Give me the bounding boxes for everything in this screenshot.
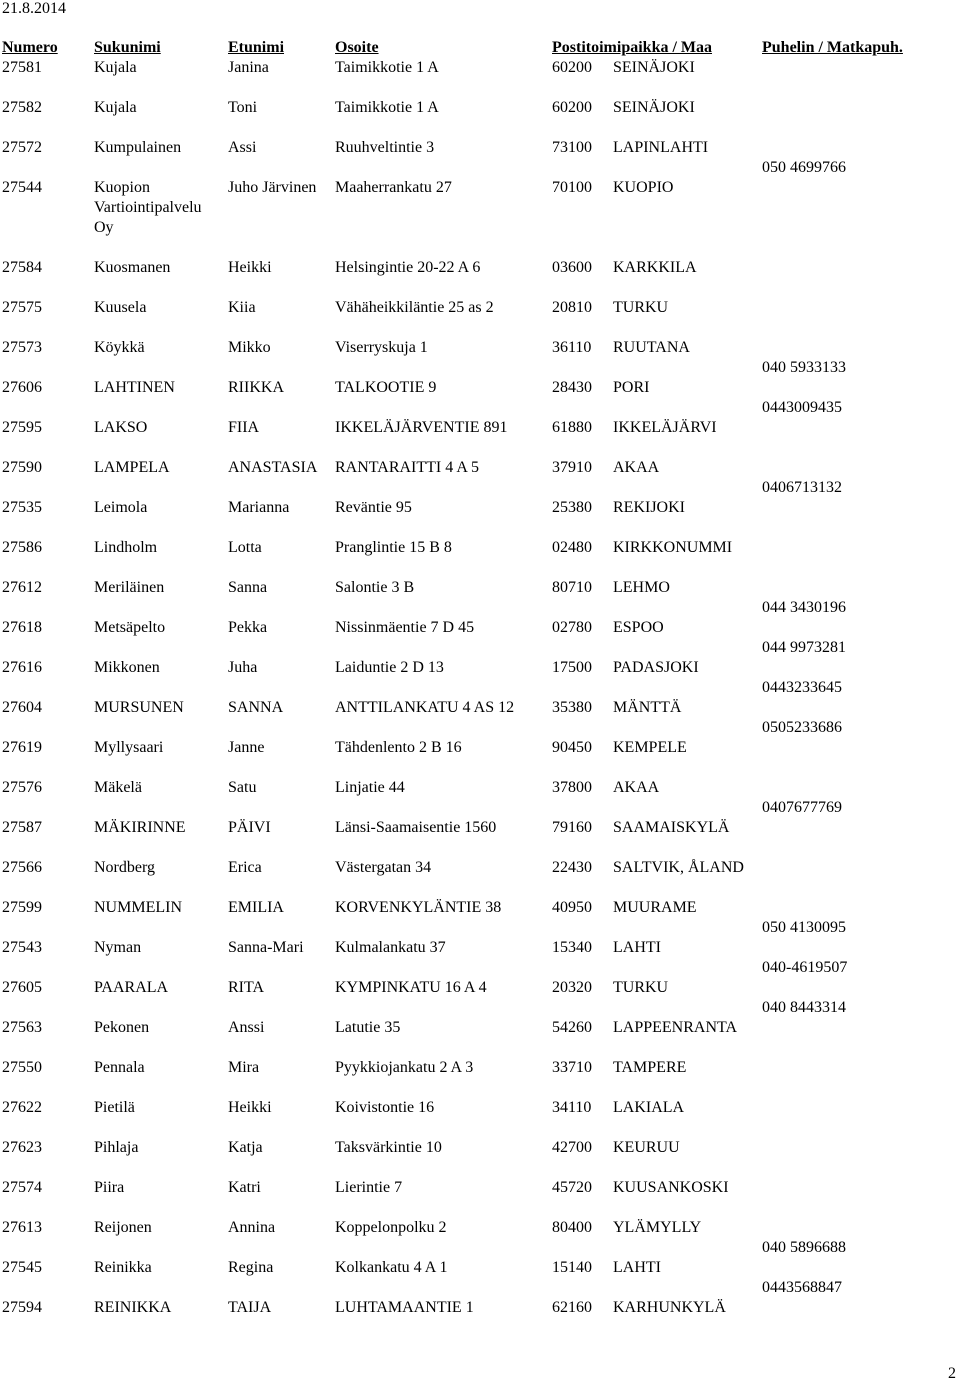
- etunimi-cell: Juha: [228, 659, 258, 676]
- etunimi-cell: PÄIVI: [228, 819, 271, 836]
- osoite-cell: KYMPINKATU 16 A 4: [335, 979, 487, 996]
- etunimi-cell: Janina: [228, 59, 269, 76]
- sukunimi-cell: Kujala: [94, 59, 137, 76]
- postinumero-cell: 79160: [552, 819, 592, 836]
- etunimi-cell: SANNA: [228, 699, 284, 716]
- etunimi-cell: ANASTASIA: [228, 459, 318, 476]
- osoite-cell: Kolkankatu 4 A 1: [335, 1259, 448, 1276]
- postinumero-cell: 15340: [552, 939, 592, 956]
- postitoimipaikka-cell: PADASJOKI: [613, 659, 699, 676]
- postinumero-cell: 80400: [552, 1219, 592, 1236]
- osoite-cell: Taksvärkintie 10: [335, 1139, 442, 1156]
- osoite-cell: KORVENKYLÄNTIE 38: [335, 899, 502, 916]
- phone-number: 0443009435: [762, 399, 842, 416]
- sukunimi-cell: LAMPELA: [94, 459, 170, 476]
- column-header-puhelin: Puhelin / Matkapuh.: [762, 39, 903, 56]
- etunimi-cell: RITA: [228, 979, 265, 996]
- numero-cell: 27619: [2, 739, 42, 756]
- numero-cell: 27576: [2, 779, 42, 796]
- print-date: 21.8.2014: [2, 0, 66, 17]
- numero-cell: 27623: [2, 1139, 42, 1156]
- etunimi-cell: Katja: [228, 1139, 263, 1156]
- numero-cell: 27575: [2, 299, 42, 316]
- postinumero-cell: 60200: [552, 99, 592, 116]
- postitoimipaikka-cell: PORI: [613, 379, 650, 396]
- osoite-cell: Lierintie 7: [335, 1179, 403, 1196]
- numero-cell: 27574: [2, 1179, 42, 1196]
- sukunimi-cell: Kuusela: [94, 299, 147, 316]
- osoite-cell: LUHTAMAANTIE 1: [335, 1299, 474, 1316]
- osoite-cell: Länsi-Saamaisentie 1560: [335, 819, 497, 836]
- etunimi-cell: RIIKKA: [228, 379, 284, 396]
- phone-number: 0407677769: [762, 799, 842, 816]
- etunimi-cell: TAIJA: [228, 1299, 272, 1316]
- postinumero-cell: 15140: [552, 1259, 592, 1276]
- sukunimi-cell: Myllysaari: [94, 739, 164, 756]
- osoite-cell: Taimikkotie 1 A: [335, 59, 439, 76]
- sukunimi-cell: Köykkä: [94, 339, 145, 356]
- etunimi-cell: Regina: [228, 1259, 274, 1276]
- etunimi-cell: Toni: [228, 99, 258, 116]
- sukunimi-cell: Lindholm: [94, 539, 158, 556]
- sukunimi-cell-continued: Vartiointipalvelu: [94, 199, 202, 216]
- numero-cell: 27604: [2, 699, 42, 716]
- postinumero-cell: 34110: [552, 1099, 592, 1116]
- osoite-cell: RANTARAITTI 4 A 5: [335, 459, 480, 476]
- sukunimi-cell: LAHTINEN: [94, 379, 175, 396]
- phone-number: 044 3430196: [762, 599, 846, 616]
- etunimi-cell: EMILIA: [228, 899, 284, 916]
- postitoimipaikka-cell: SEINÄJOKI: [613, 59, 695, 76]
- osoite-cell: Viserryskuja 1: [335, 339, 428, 356]
- etunimi-cell: Juho Järvinen: [228, 179, 317, 196]
- sukunimi-cell: Reinikka: [94, 1259, 152, 1276]
- osoite-cell: Koivistontie 16: [335, 1099, 435, 1116]
- sukunimi-cell: Kujala: [94, 99, 137, 116]
- numero-cell: 27572: [2, 139, 42, 156]
- postinumero-cell: 02780: [552, 619, 592, 636]
- etunimi-cell: FIIA: [228, 419, 260, 436]
- numero-cell: 27612: [2, 579, 42, 596]
- sukunimi-cell: Mikkonen: [94, 659, 160, 676]
- postitoimipaikka-cell: RUUTANA: [613, 339, 690, 356]
- page-number: 2: [948, 1365, 956, 1382]
- phone-number: 0505233686: [762, 719, 842, 736]
- postinumero-cell: 61880: [552, 419, 592, 436]
- postinumero-cell: 90450: [552, 739, 592, 756]
- osoite-cell: Tähdenlento 2 B 16: [335, 739, 462, 756]
- postitoimipaikka-cell: REKIJOKI: [613, 499, 685, 516]
- osoite-cell: Nissinmäentie 7 D 45: [335, 619, 475, 636]
- osoite-cell: Salontie 3 B: [335, 579, 415, 596]
- postitoimipaikka-cell: KEURUU: [613, 1139, 680, 1156]
- numero-cell: 27622: [2, 1099, 42, 1116]
- osoite-cell: Vähäheikkiläntie 25 as 2: [335, 299, 494, 316]
- postitoimipaikka-cell: SAAMAISKYLÄ: [613, 819, 730, 836]
- postitoimipaikka-cell: TURKU: [613, 979, 669, 996]
- postinumero-cell: 33710: [552, 1059, 592, 1076]
- osoite-cell: Reväntie 95: [335, 499, 412, 516]
- postitoimipaikka-cell: SALTVIK, ÅLAND: [613, 859, 744, 876]
- osoite-cell: Taimikkotie 1 A: [335, 99, 439, 116]
- column-header-sukunimi: Sukunimi: [94, 39, 161, 56]
- postinumero-cell: 20810: [552, 299, 592, 316]
- postinumero-cell: 02480: [552, 539, 592, 556]
- numero-cell: 27581: [2, 59, 42, 76]
- postitoimipaikka-cell: LAHTI: [613, 939, 661, 956]
- osoite-cell: Kulmalankatu 37: [335, 939, 446, 956]
- sukunimi-cell-continued: Oy: [94, 219, 114, 236]
- postitoimipaikka-cell: KIRKKONUMMI: [613, 539, 733, 556]
- postinumero-cell: 54260: [552, 1019, 592, 1036]
- etunimi-cell: Mira: [228, 1059, 260, 1076]
- postinumero-cell: 37800: [552, 779, 592, 796]
- postitoimipaikka-cell: AKAA: [613, 459, 660, 476]
- postitoimipaikka-cell: SEINÄJOKI: [613, 99, 695, 116]
- osoite-cell: Pranglintie 15 B 8: [335, 539, 452, 556]
- etunimi-cell: Janne: [228, 739, 265, 756]
- phone-number: 0443568847: [762, 1279, 842, 1296]
- postinumero-cell: 80710: [552, 579, 592, 596]
- phone-number: 040 5933133: [762, 359, 846, 376]
- etunimi-cell: Katri: [228, 1179, 261, 1196]
- phone-number: 050 4130095: [762, 919, 846, 936]
- osoite-cell: Västergatan 34: [335, 859, 432, 876]
- etunimi-cell: Erica: [228, 859, 262, 876]
- postitoimipaikka-cell: MÄNTTÄ: [613, 699, 682, 716]
- postitoimipaikka-cell: TAMPERE: [613, 1059, 687, 1076]
- osoite-cell: Koppelonpolku 2: [335, 1219, 447, 1236]
- numero-cell: 27616: [2, 659, 42, 676]
- numero-cell: 27606: [2, 379, 42, 396]
- postitoimipaikka-cell: TURKU: [613, 299, 669, 316]
- etunimi-cell: Assi: [228, 139, 257, 156]
- postinumero-cell: 42700: [552, 1139, 592, 1156]
- postinumero-cell: 73100: [552, 139, 592, 156]
- numero-cell: 27543: [2, 939, 42, 956]
- postinumero-cell: 22430: [552, 859, 592, 876]
- numero-cell: 27590: [2, 459, 42, 476]
- phone-number: 050 4699766: [762, 159, 846, 176]
- postinumero-cell: 28430: [552, 379, 592, 396]
- phone-number: 0443233645: [762, 679, 842, 696]
- postinumero-cell: 20320: [552, 979, 592, 996]
- sukunimi-cell: REINIKKA: [94, 1299, 172, 1316]
- numero-cell: 27595: [2, 419, 42, 436]
- postinumero-cell: 60200: [552, 59, 592, 76]
- sukunimi-cell: Nordberg: [94, 859, 156, 876]
- osoite-cell: Laiduntie 2 D 13: [335, 659, 444, 676]
- postinumero-cell: 36110: [552, 339, 592, 356]
- sukunimi-cell: PAARALA: [94, 979, 169, 996]
- numero-cell: 27535: [2, 499, 42, 516]
- numero-cell: 27599: [2, 899, 42, 916]
- sukunimi-cell: Meriläinen: [94, 579, 165, 596]
- sukunimi-cell: Mäkelä: [94, 779, 142, 796]
- postinumero-cell: 17500: [552, 659, 592, 676]
- phone-number: 040-4619507: [762, 959, 848, 976]
- osoite-cell: ANTTILANKATU 4 AS 12: [335, 699, 515, 716]
- numero-cell: 27584: [2, 259, 42, 276]
- osoite-cell: Linjatie 44: [335, 779, 405, 796]
- numero-cell: 27545: [2, 1259, 42, 1276]
- etunimi-cell: Satu: [228, 779, 257, 796]
- sukunimi-cell: MURSUNEN: [94, 699, 184, 716]
- etunimi-cell: Kiia: [228, 299, 256, 316]
- sukunimi-cell: Nyman: [94, 939, 142, 956]
- postitoimipaikka-cell: AKAA: [613, 779, 660, 796]
- numero-cell: 27544: [2, 179, 42, 196]
- column-header-postitoimipaikka: Postitoimipaikka / Maa: [552, 39, 713, 56]
- numero-cell: 27586: [2, 539, 42, 556]
- etunimi-cell: Heikki: [228, 1099, 272, 1116]
- postitoimipaikka-cell: KUUSANKOSKI: [613, 1179, 729, 1196]
- etunimi-cell: Sanna: [228, 579, 268, 596]
- column-header-numero: Numero: [2, 39, 58, 56]
- etunimi-cell: Pekka: [228, 619, 268, 636]
- postinumero-cell: 70100: [552, 179, 592, 196]
- phone-number: 040 5896688: [762, 1239, 846, 1256]
- numero-cell: 27587: [2, 819, 42, 836]
- column-header-etunimi: Etunimi: [228, 39, 285, 56]
- osoite-cell: Latutie 35: [335, 1019, 401, 1036]
- postitoimipaikka-cell: LAHTI: [613, 1259, 661, 1276]
- postinumero-cell: 62160: [552, 1299, 592, 1316]
- sukunimi-cell: Reijonen: [94, 1219, 152, 1236]
- postitoimipaikka-cell: KUOPIO: [613, 179, 674, 196]
- etunimi-cell: Lotta: [228, 539, 262, 556]
- sukunimi-cell: Kuosmanen: [94, 259, 171, 276]
- column-header-osoite: Osoite: [335, 39, 379, 56]
- etunimi-cell: Anssi: [228, 1019, 265, 1036]
- osoite-cell: Helsingintie 20-22 A 6: [335, 259, 481, 276]
- sukunimi-cell: Pennala: [94, 1059, 145, 1076]
- etunimi-cell: Marianna: [228, 499, 290, 516]
- osoite-cell: Maaherrankatu 27: [335, 179, 452, 196]
- numero-cell: 27563: [2, 1019, 42, 1036]
- sukunimi-cell: Leimola: [94, 499, 148, 516]
- numero-cell: 27550: [2, 1059, 42, 1076]
- numero-cell: 27573: [2, 339, 42, 356]
- sukunimi-cell: Metsäpelto: [94, 619, 166, 636]
- phone-number: 040 8443314: [762, 999, 846, 1016]
- postitoimipaikka-cell: KARHUNKYLÄ: [613, 1299, 726, 1316]
- postitoimipaikka-cell: YLÄMYLLY: [613, 1219, 702, 1236]
- postinumero-cell: 25380: [552, 499, 592, 516]
- phone-number: 044 9973281: [762, 639, 846, 656]
- numero-cell: 27605: [2, 979, 42, 996]
- sukunimi-cell: LAKSO: [94, 419, 148, 436]
- sukunimi-cell: NUMMELIN: [94, 899, 182, 916]
- numero-cell: 27566: [2, 859, 42, 876]
- numero-cell: 27613: [2, 1219, 42, 1236]
- postitoimipaikka-cell: LAPINLAHTI: [613, 139, 709, 156]
- sukunimi-cell: Pihlaja: [94, 1139, 139, 1156]
- postitoimipaikka-cell: LEHMO: [613, 579, 670, 596]
- osoite-cell: Ruuhveltintie 3: [335, 139, 435, 156]
- osoite-cell: Pyykkiojankatu 2 A 3: [335, 1059, 474, 1076]
- etunimi-cell: Mikko: [228, 339, 271, 356]
- sukunimi-cell: Kumpulainen: [94, 139, 182, 156]
- postinumero-cell: 45720: [552, 1179, 592, 1196]
- postitoimipaikka-cell: LAPPEENRANTA: [613, 1019, 738, 1036]
- sukunimi-cell: Kuopion: [94, 179, 150, 196]
- postitoimipaikka-cell: MUURAME: [613, 899, 697, 916]
- sukunimi-cell: Pietilä: [94, 1099, 135, 1116]
- osoite-cell: TALKOOTIE 9: [335, 379, 437, 396]
- postinumero-cell: 03600: [552, 259, 592, 276]
- sukunimi-cell: MÄKIRINNE: [94, 819, 186, 836]
- postitoimipaikka-cell: KEMPELE: [613, 739, 687, 756]
- etunimi-cell: Annina: [228, 1219, 276, 1236]
- etunimi-cell: Heikki: [228, 259, 272, 276]
- osoite-cell: IKKELÄJÄRVENTIE 891: [335, 419, 508, 436]
- postitoimipaikka-cell: IKKELÄJÄRVI: [613, 419, 717, 436]
- postitoimipaikka-cell: KARKKILA: [613, 259, 697, 276]
- postitoimipaikka-cell: ESPOO: [613, 619, 664, 636]
- numero-cell: 27594: [2, 1299, 42, 1316]
- postinumero-cell: 35380: [552, 699, 592, 716]
- numero-cell: 27582: [2, 99, 42, 116]
- postinumero-cell: 40950: [552, 899, 592, 916]
- postinumero-cell: 37910: [552, 459, 592, 476]
- numero-cell: 27618: [2, 619, 42, 636]
- sukunimi-cell: Pekonen: [94, 1019, 150, 1036]
- etunimi-cell: Sanna-Mari: [228, 939, 304, 956]
- postitoimipaikka-cell: LAKIALA: [613, 1099, 685, 1116]
- sukunimi-cell: Piira: [94, 1179, 125, 1196]
- phone-number: 0406713132: [762, 479, 842, 496]
